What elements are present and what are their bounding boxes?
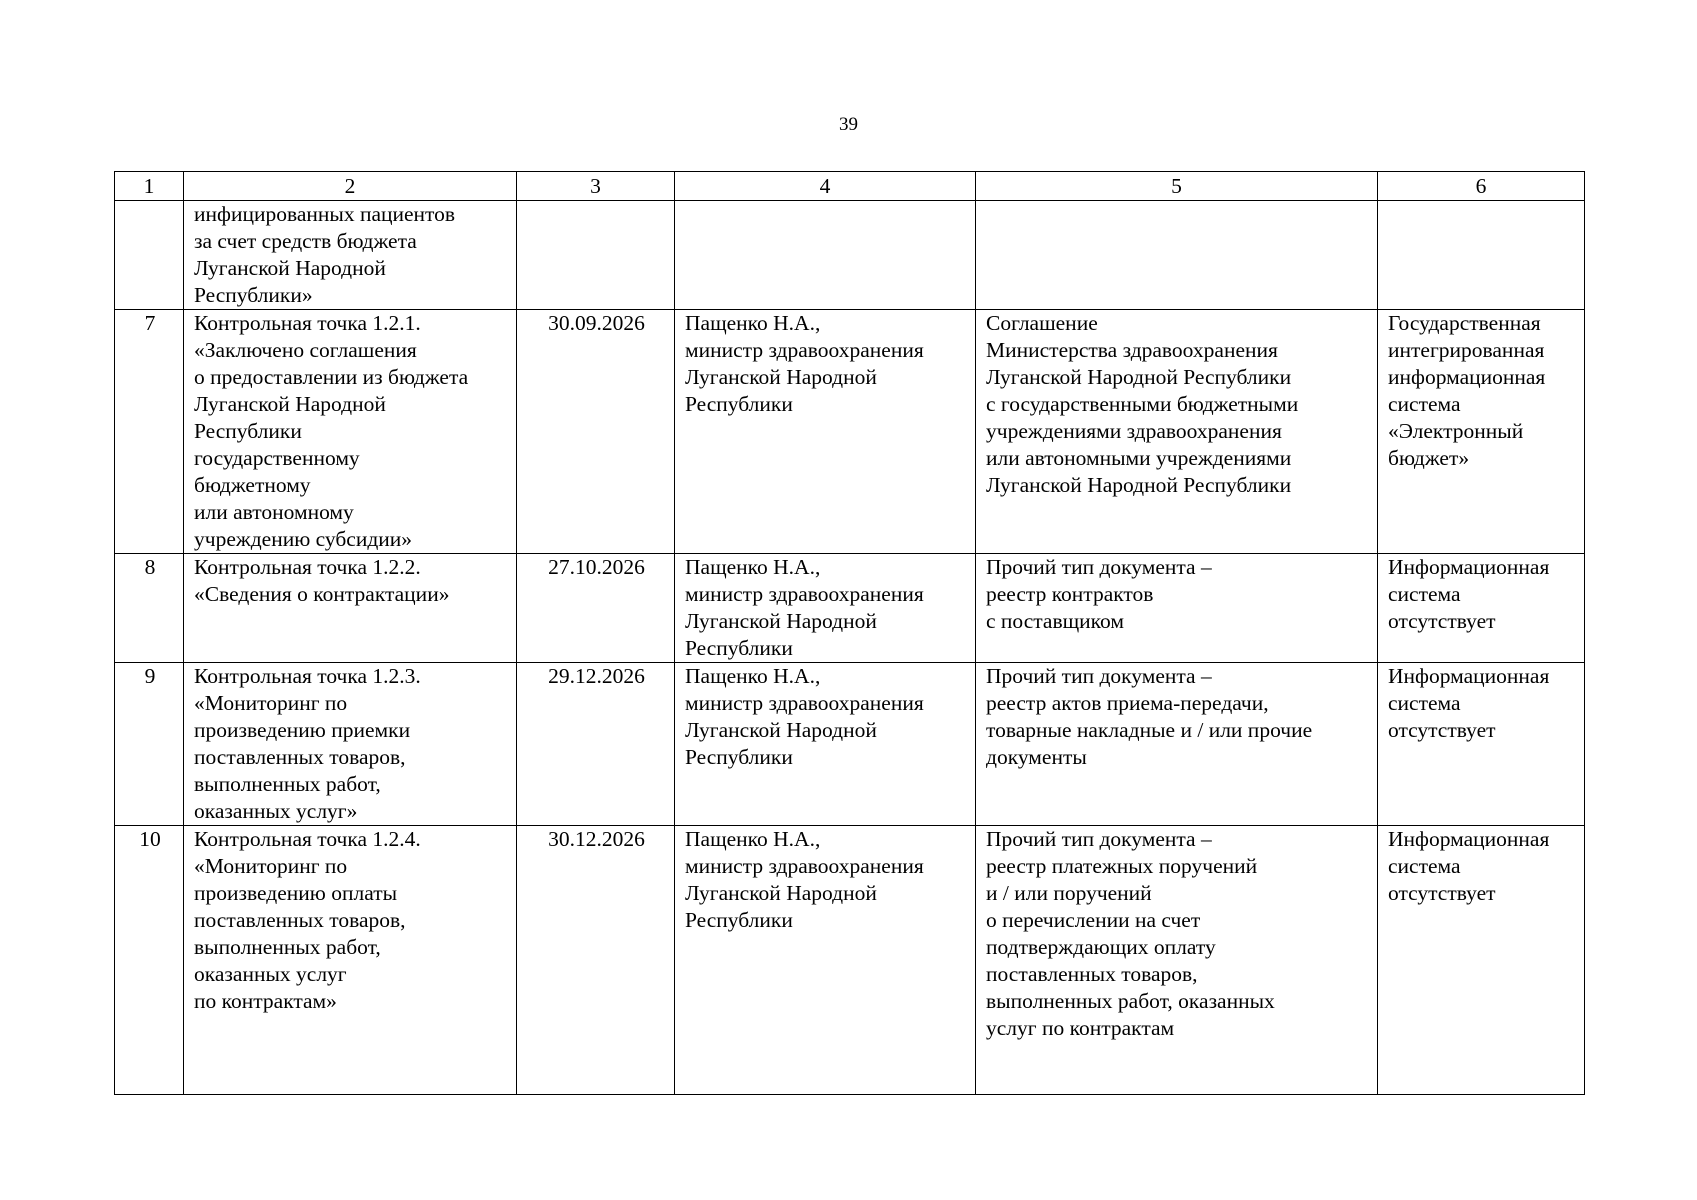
header-col-2: 2	[184, 172, 517, 201]
row-number: 10	[115, 826, 184, 1095]
control-point-name: Контрольная точка 1.2.3. «Мониторинг по произведению приемки поставленных товаров, выполненных работ, оказанных услуг»	[184, 663, 517, 826]
control-point-name: Контрольная точка 1.2.4. «Мониторинг по произведению оплаты поставленных товаров, выполненных работ, оказанных услуг по контрактам»	[184, 826, 517, 1095]
information-system: Информационная система отсутствует	[1378, 554, 1585, 663]
deadline-date: 27.10.2026	[517, 554, 675, 663]
row-number: 9	[115, 663, 184, 826]
responsible-person: Пащенко Н.А., министр здравоохранения Луганской Народной Республики	[675, 826, 976, 1095]
row-number	[115, 201, 184, 310]
document-type	[976, 201, 1378, 310]
row-number: 8	[115, 554, 184, 663]
responsible-person	[675, 201, 976, 310]
deadline-date	[517, 201, 675, 310]
deadline-date: 29.12.2026	[517, 663, 675, 826]
header-col-1: 1	[115, 172, 184, 201]
deadline-date: 30.12.2026	[517, 826, 675, 1095]
information-system: Государственная интегрированная информационная система «Электронный бюджет»	[1378, 310, 1585, 554]
header-col-3: 3	[517, 172, 675, 201]
control-point-name: инфицированных пациентов за счет средств бюджета Луганской Народной Республики»	[184, 201, 517, 310]
document-type: Соглашение Министерства здравоохранения Луганской Народной Республики с государственными бюджетными учреждениями здравоохранения или автономными учреждениями Луганской Народной Республики	[976, 310, 1378, 554]
table-row	[115, 201, 1585, 310]
table-row	[115, 554, 1585, 663]
header-col-5: 5	[976, 172, 1378, 201]
control-point-name: Контрольная точка 1.2.2. «Сведения о контрактации»	[184, 554, 517, 663]
header-col-6: 6	[1378, 172, 1585, 201]
document-type: Прочий тип документа – реестр актов приема-передачи, товарные накладные и / или прочие документы	[976, 663, 1378, 826]
table-row	[115, 826, 1585, 1095]
table-header-row	[115, 172, 1585, 201]
page-number: 39	[839, 114, 858, 135]
responsible-person: Пащенко Н.А., министр здравоохранения Луганской Народной Республики	[675, 310, 976, 554]
header-col-4: 4	[675, 172, 976, 201]
deadline-date: 30.09.2026	[517, 310, 675, 554]
information-system: Информационная система отсутствует	[1378, 663, 1585, 826]
table-row	[115, 663, 1585, 826]
control-point-name: Контрольная точка 1.2.1. «Заключено соглашения о предоставлении из бюджета Луганской Народной Республики государственному бюджетному или автономному учреждению субсидии»	[184, 310, 517, 554]
table-row	[115, 310, 1585, 554]
document-type: Прочий тип документа – реестр платежных поручений и / или поручений о перечислении на счет подтверждающих оплату поставленных товаров, выполненных работ, оказанных услуг по контрактам	[976, 826, 1378, 1095]
responsible-person: Пащенко Н.А., министр здравоохранения Луганской Народной Республики	[675, 554, 976, 663]
information-system: Информационная система отсутствует	[1378, 826, 1585, 1095]
row-number: 7	[115, 310, 184, 554]
control-points-table	[114, 171, 1585, 1095]
information-system	[1378, 201, 1585, 310]
document-type: Прочий тип документа – реестр контрактов с поставщиком	[976, 554, 1378, 663]
responsible-person: Пащенко Н.А., министр здравоохранения Луганской Народной Республики	[675, 663, 976, 826]
